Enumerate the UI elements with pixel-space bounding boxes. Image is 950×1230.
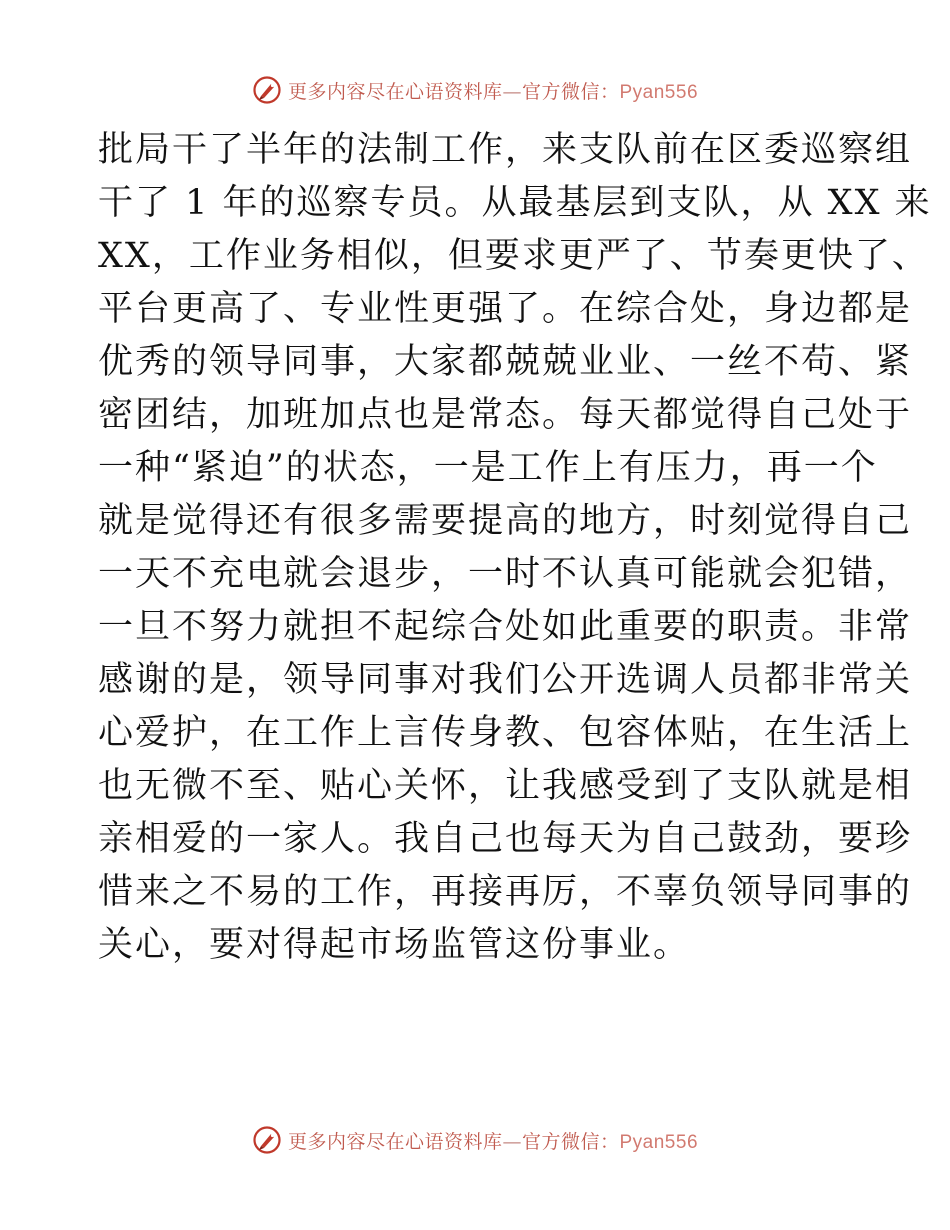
body-line: 一种“紧迫”的状态，一是工作上有压力，再一个: [98, 448, 878, 488]
body-line: 一旦不努力就担不起综合处如此重要的职责。非常: [98, 607, 913, 647]
body-line: 干了 1 年的巡察专员。从最基层到支队，从 XX 来: [98, 183, 932, 223]
pen-logo-icon: [252, 1125, 282, 1155]
watermark-id: Pyan556: [619, 1131, 699, 1153]
body-line: 惜来之不易的工作，再接再厉，不辜负领导同事的: [98, 872, 913, 912]
body-line: 密团结，加班加点也是常态。每天都觉得自己处于: [98, 395, 913, 435]
body-line: 平台更高了、专业性更强了。在综合处，身边都是: [98, 289, 913, 329]
body-line: 一天不充电就会退步，一时不认真可能就会犯错，: [98, 554, 913, 594]
watermark-separator: —: [502, 1130, 522, 1153]
watermark-main: 更多内容尽在心语资料库: [287, 1130, 503, 1153]
body-line: 批局干了半年的法制工作，来支队前在区委巡察组: [98, 130, 913, 170]
header-watermark: [0, 72, 950, 108]
body-line: 感谢的是，领导同事对我们公开选调人员都非常关: [98, 660, 913, 700]
body-line: 也无微不至、贴心关怀，让我感受到了支队就是相: [98, 766, 913, 806]
footer-watermark: [0, 1122, 950, 1158]
watermark-text: [288, 77, 698, 104]
watermark-label: 官方微信：: [521, 1130, 620, 1153]
watermark-label: 官方微信：: [521, 80, 620, 103]
watermark-text: [288, 1127, 698, 1154]
body-line: 就是觉得还有很多需要提高的地方，时刻觉得自己: [98, 501, 913, 541]
body-line: 优秀的领导同事，大家都兢兢业业、一丝不苟、紧: [98, 342, 913, 382]
body-line: 亲相爱的一家人。我自己也每天为自己鼓劲，要珍: [98, 819, 913, 859]
body-line: 心爱护，在工作上言传身教、包容体贴，在生活上: [98, 713, 913, 753]
body-line: XX，工作业务相似，但要求更严了、节奏更快了、: [98, 236, 929, 276]
pen-logo-icon: [252, 75, 282, 105]
watermark-separator: —: [502, 80, 522, 103]
body-line: 关心，要对得起市场监管这份事业。: [98, 925, 691, 965]
watermark-main: 更多内容尽在心语资料库: [287, 80, 503, 103]
watermark-id: Pyan556: [619, 81, 699, 103]
document-body: [98, 124, 932, 972]
